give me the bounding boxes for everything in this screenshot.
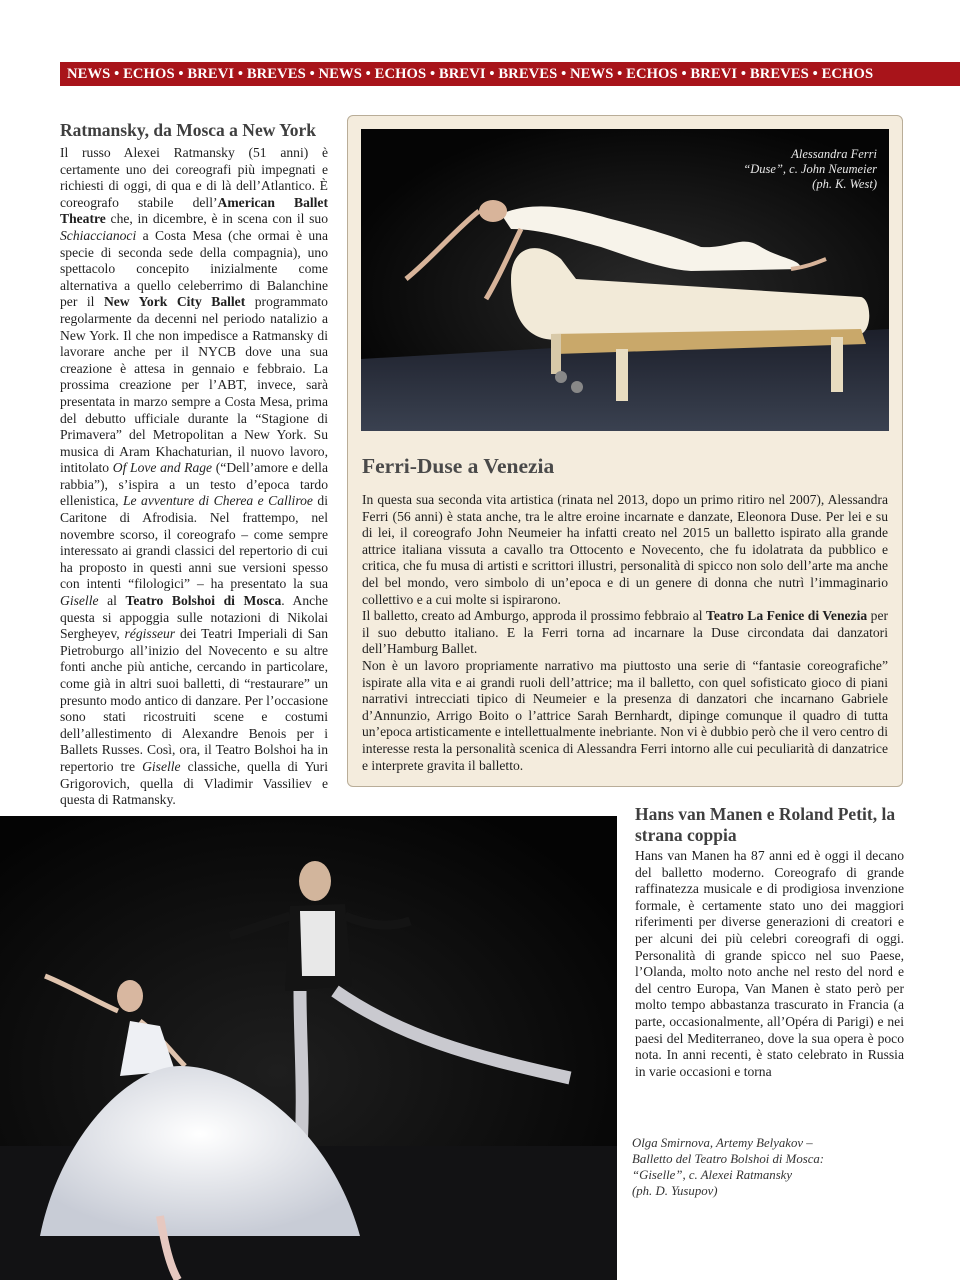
photo-caption-giselle: Olga Smirnova, Artemy Belyakov – Balletto del Teatro Bolshoi di Mosca: “Giselle”, c. Alexei Ratmansky (ph. D. Yusupov) [632,1136,825,1198]
article-title: Ferri-Duse a Venezia [362,454,555,478]
article-body: Il russo Alexei Ratmansky (51 anni) è certamente uno dei coreografi più impegnati e richiesti di oggi, di qua e di là dell’Atlantico. È coreografo stabile dell’American Ballet Theatre che, in dicembre, è in scena con il suo Schiaccianoci a Costa Mesa (che ormai è una specie di seconda sede della compagnia), uno spettacolo concepito inizialmente come alternativa a quello celeberrimo di Balanchine per il New York City Ballet programmato regolarmente da decenni nel periodo natalizio a New York. Il che non impedisce a Ratmansky di lavorare anche per il NYCB dove una sua creazione è attesa in gennaio e febbraio. La prossima creazione per l’ABT, invece, sarà presentata in marzo sempre a Costa Mesa, prima del debutto ufficiale durante la “Stagione di Primavera” del Metropolitan a New York. Su musica di Aram Khachaturian, il nuovo lavoro, intitolato Of Love and Rage (“Dell’amore e della rabbia”), s’ispira a un testo d’epoca tardo ellenistica, Le avventure di Cherea e Calliroe di Caritone di Afrodisia. Nel frattempo, nel novembre scorso, il coreografo – come sempre interessato ai grandi classici del repertorio di cui ha proposto in questi anni sue versioni spesso con intenti “filologici” – ha presentato la sua Giselle al Teatro Bolshoi di Mosca. Anche questa si appoggia sulle notazioni di Nikolai Sergheyev, régisseur dei Teatri Imperiali di San Pietroburgo all’inizio del Novecento e su altre fonti anche più antiche, cercando in particolare, come già in altri suoi balletti, di “restaurare” un presunto modo antico di danzare. Per l’occasione sono stati ricostruiti scene e costumi dell’allestimento di Alexandre Benois per i Ballets Russes. Così, ora, il Teatro Bolshoi ha in repertorio tre Giselle classiche, quella di Yuri Grigorovich, quella di Vladimir Vassiliev e questa di Ratmansky. [60,145,329,808]
article-ratmansky [60,120,328,809]
article-title: Ratmansky, da Mosca a New York [60,120,317,140]
photo-giselle [0,816,617,1280]
photo-caption-ferri: Alessandra Ferri “Duse”, c. John Neumeier (ph. K. West) [743,147,877,191]
article-title: Hans van Manen e Roland Petit, la strana coppia [635,804,896,845]
photo-giselle-illustration [0,816,617,1280]
article-ferri-box [347,115,903,787]
article-body: In questa sua seconda vita artistica (rinata nel 2013, dopo un primo ritiro nel 2007), Alessandra Ferri (56 anni) è stata anche, tra le altre eroine incarnate e danzate, Eleonora Duse. Per lei e su di lei, il coreografo John Neumeier ha infatti creato nel 2015 un balletto ispirato alla grande attrice italiana vissuta a cavallo tra Ottocento e Novecento, che fu idolatrata da pubblico e critica, che fu musa di artisti e scrittori illustri, personalità di spicco non solo dell’arte ma anche del bel mondo, vero simbolo di un’epoca e di un genere di donna che nutrì l’immaginario collettivo e a cui molte si ispirarono. Il balletto, creato ad Amburgo, approda il prossimo febbraio al Teatro La Fenice di Venezia per il suo debutto italiano. E la Ferri torna ad incarnare la Duse circondata dai danzatori dell’Hamburg Ballet. Non è un lavoro propriamente narrativo ma piuttosto una serie di “fantasie coreografiche” ispirate alla vita e ai grandi ruoli dell’attrice; ma il balletto, con quel sofisticato gioco di piani narrativi intrecciati tipico di Neumeier e la presenza di danzatori che incarnano Gabriele d’Annunzio, Arrigo Boito o l’attrice Sarah Bernhardt, dipinge comunque il quadro di tutta un’epoca artisticamente e intellettualmente inebriante. Non vi è dubbio però che il vero centro di interesse resta la personalità scenica di Alessandra Ferri intorno alle cui peculiarità di danzatrice e interprete gravita il balletto. [362,492,889,773]
photo-alessandra-ferri [361,129,889,431]
news-banner: NEWS • ECHOS • BREVI • BREVES • NEWS • ECHOS • BREVI • BREVES • NEWS • ECHOS • BREVI • BREVES • ECHOS [60,62,960,86]
article-body: Hans van Manen ha 87 anni ed è oggi il decano del balletto moderno. Coreografo di grande raffinatezza musicale e di prodigiosa invenzione formale, è certamente stato uno dei maggiori riferimenti per diverse generazioni di creatori e per alcuni dei più celebri coreografi di oggi. Personalità di grande spicco nel suo Paese, l’Olanda, molto noto anche nel resto del nord e del centro Europa, Van Manen è stato però per molto tempo abbastanza trascurato in Francia (a parte, occasionalmente, all’Opéra di Parigi) e nei paesi del Mediterraneo, dove la sua opera è poco nota. In anni recenti, è stato celebrato in Russia in varie occasioni e torna [635,848,904,1079]
article-van-manen [635,804,904,1080]
